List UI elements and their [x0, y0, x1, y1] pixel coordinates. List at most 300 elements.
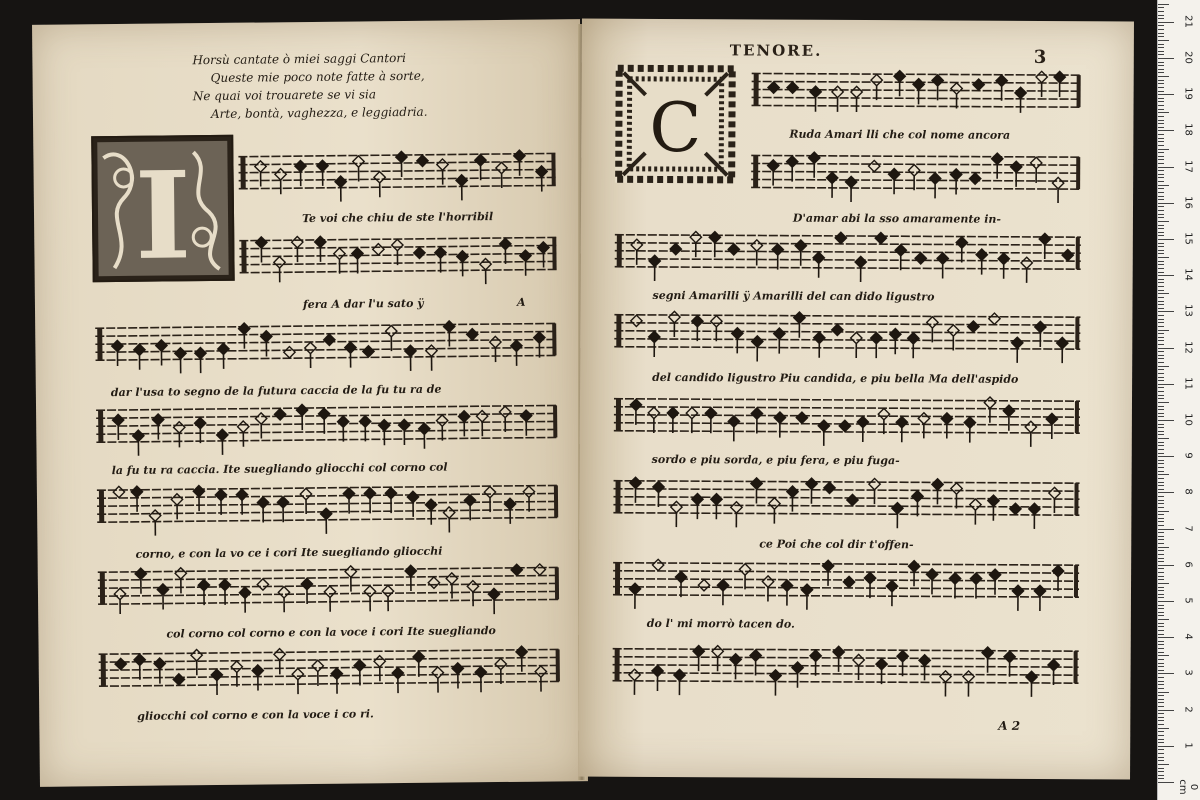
ruler-tick	[1158, 257, 1169, 258]
staff-line	[752, 73, 1082, 75]
ruler-label: 19	[1182, 87, 1194, 101]
note-mark	[730, 654, 741, 680]
note-mark	[274, 257, 286, 283]
staff-line	[95, 323, 557, 328]
note-mark	[536, 166, 548, 192]
note-mark	[839, 420, 850, 431]
ruler-tick	[1158, 152, 1164, 153]
note-mark	[511, 340, 523, 366]
clef-mark	[98, 410, 103, 442]
ruler-tick	[1158, 554, 1164, 555]
ruler-tick	[1158, 112, 1169, 113]
note-mark	[193, 485, 205, 511]
ruler-tick	[1158, 7, 1164, 8]
ruler-tick	[1158, 453, 1164, 454]
note-mark	[871, 332, 882, 358]
staff-line	[613, 513, 1079, 515]
staff-line	[96, 429, 558, 434]
ruler-tick	[1158, 203, 1174, 204]
ruler-tick	[1158, 742, 1164, 743]
note-mark	[732, 328, 743, 354]
ruler-tick	[1158, 688, 1164, 689]
note-mark	[667, 407, 678, 433]
custos-mark	[1076, 157, 1080, 189]
note-mark	[173, 674, 184, 685]
ruler-tick	[1158, 40, 1169, 41]
ruler-tick	[1158, 507, 1164, 508]
ruler-tick	[1158, 369, 1164, 370]
ruler-label: 5	[1182, 597, 1194, 604]
note-mark	[1010, 161, 1021, 187]
clef-mark	[615, 563, 620, 595]
note-mark	[949, 573, 960, 599]
custos-mark	[1077, 75, 1081, 107]
note-mark	[157, 584, 169, 610]
note-mark	[215, 489, 227, 515]
note-mark	[932, 75, 943, 101]
note-mark	[320, 508, 332, 534]
staff-line	[751, 171, 1081, 173]
ruler-label: 13	[1182, 304, 1194, 318]
ruler-tick	[1158, 543, 1164, 544]
note-mark	[432, 667, 444, 693]
staff-line	[614, 431, 1080, 433]
staff-left-2	[239, 231, 557, 278]
note-mark	[399, 419, 411, 445]
note-mark	[417, 155, 428, 166]
note-mark	[405, 565, 417, 591]
ruler-label: 8	[1182, 488, 1194, 496]
staff-line	[614, 399, 1080, 401]
ruler-tick	[1158, 340, 1164, 341]
note-mark	[534, 564, 545, 575]
ruler-tick	[1158, 764, 1169, 765]
note-mark	[257, 497, 269, 523]
ruler-tick	[1158, 344, 1164, 345]
staff-line	[752, 105, 1082, 107]
ruler-tick	[1158, 105, 1164, 106]
note-mark	[252, 665, 264, 691]
ruler-label: 12	[1182, 340, 1194, 354]
ruler-tick	[1158, 641, 1164, 642]
clef-mark	[615, 649, 620, 681]
ruler-tick	[1158, 673, 1174, 674]
ruler-tick	[1158, 536, 1164, 537]
ruler-tick	[1158, 663, 1164, 664]
ruler-tick	[1158, 101, 1164, 102]
note-mark	[890, 329, 901, 355]
ruler-tick	[1158, 130, 1174, 131]
note-mark	[818, 420, 829, 446]
ruler-label: 7	[1182, 524, 1194, 532]
note-mark	[705, 408, 716, 434]
ruler-tick	[1158, 478, 1164, 479]
note-mark	[772, 244, 783, 270]
staff-line	[98, 575, 560, 580]
ruler-tick	[1158, 471, 1164, 472]
ruler-tick	[1158, 717, 1164, 718]
poem-line-1: Horsù cantate ò miei saggi Cantori	[192, 50, 406, 68]
staff-line	[613, 587, 1079, 589]
ruler-label: 21	[1182, 14, 1194, 28]
note-mark	[864, 572, 875, 598]
note-mark	[970, 573, 981, 599]
note-mark	[195, 347, 207, 373]
ruler-tick	[1158, 170, 1164, 171]
ruler-tick	[1158, 677, 1164, 678]
note-mark	[435, 247, 447, 273]
note-mark	[496, 162, 508, 188]
ruler-tick	[1158, 384, 1174, 385]
note-mark	[648, 407, 659, 433]
note-mark	[135, 568, 147, 594]
note-mark	[1025, 421, 1036, 447]
ruler-tick	[1158, 33, 1164, 34]
ruler-tick	[1158, 720, 1164, 721]
ruler-tick	[1158, 623, 1164, 624]
ruler-tick	[1158, 757, 1164, 758]
ruler-tick	[1158, 188, 1164, 189]
clef-mark	[753, 155, 758, 187]
ruler-tick	[1158, 601, 1174, 602]
ruler-tick	[1158, 409, 1164, 410]
ruler-tick	[1158, 91, 1164, 92]
note-mark	[538, 242, 550, 268]
staff-line	[240, 261, 558, 264]
note-mark	[374, 172, 386, 198]
ruler-tick	[1158, 362, 1164, 363]
ruler-tick	[1158, 373, 1164, 374]
note-mark	[1054, 71, 1065, 97]
staff-line	[614, 481, 1080, 483]
ruler-tick	[1158, 120, 1164, 121]
ruler-tick	[1158, 706, 1164, 707]
ruler-tick	[1158, 221, 1169, 222]
note-mark	[301, 578, 313, 604]
note-mark	[908, 165, 919, 191]
ruler-tick	[1158, 163, 1164, 164]
staff-line	[96, 421, 558, 426]
note-mark	[969, 173, 980, 184]
left-page	[32, 19, 588, 787]
ruler-tick	[1158, 406, 1164, 407]
note-mark	[826, 172, 837, 198]
note-mark	[239, 587, 251, 613]
ruler-tick	[1158, 311, 1174, 312]
staff-line	[615, 251, 1081, 253]
note-mark	[131, 486, 143, 512]
ruler-tick	[1158, 286, 1164, 287]
note-mark	[675, 571, 686, 597]
note-mark	[516, 646, 528, 672]
ruler-tick	[1158, 156, 1164, 157]
staff-line	[752, 89, 1082, 91]
ruler-tick	[1158, 489, 1164, 490]
note-mark	[629, 669, 640, 695]
note-mark	[711, 316, 722, 342]
staff-line	[613, 595, 1079, 597]
part-header: TENORE.	[729, 41, 823, 60]
ruler-tick	[1158, 605, 1164, 606]
note-mark	[456, 175, 468, 201]
staff-left-4	[96, 399, 558, 448]
ruler-tick	[1158, 615, 1164, 616]
note-mark	[520, 410, 532, 436]
staff-line	[613, 497, 1079, 499]
ruler-tick	[1158, 525, 1164, 526]
staff-left-1	[238, 147, 556, 194]
custos-mark	[555, 567, 559, 599]
custos-mark	[553, 405, 557, 437]
ruler-tick	[1158, 228, 1164, 229]
lyric-line-5: corno, e con la vo ce i cori Ite suegliando gliocchi	[135, 544, 443, 561]
ruler-tick	[1158, 442, 1164, 443]
note-mark	[261, 331, 273, 357]
note-mark	[951, 483, 962, 509]
ruler-tick	[1158, 127, 1164, 128]
ruler-tick	[1158, 666, 1164, 667]
clef-mark	[240, 157, 245, 189]
ruler-tick	[1158, 18, 1164, 19]
ruler-label: 1	[1182, 742, 1194, 749]
ruler-tick	[1158, 529, 1174, 530]
note-mark	[428, 577, 439, 588]
ruler-tick	[1158, 503, 1164, 504]
note-mark	[114, 588, 126, 614]
note-mark	[407, 491, 419, 517]
note-mark	[231, 661, 243, 687]
note-mark	[382, 585, 394, 611]
note-mark	[194, 417, 206, 443]
note-mark	[152, 414, 164, 440]
note-mark	[488, 588, 500, 614]
ruler-tick	[1158, 778, 1164, 779]
clef-mark	[616, 399, 621, 431]
note-mark	[670, 243, 681, 254]
ruler-label: 16	[1182, 195, 1194, 209]
note-mark	[334, 248, 346, 274]
ruler-tick	[1158, 753, 1164, 754]
clef-mark	[615, 481, 620, 513]
staff-line	[613, 665, 1079, 667]
note-mark	[345, 342, 357, 368]
ruler-tick	[1158, 670, 1164, 671]
ruler-tick	[1158, 587, 1164, 588]
note-mark	[1015, 87, 1026, 113]
note-mark	[1012, 585, 1023, 611]
note-mark	[948, 325, 959, 351]
note-mark	[354, 660, 366, 686]
staff-line	[98, 599, 560, 604]
ruler-label: 10	[1182, 413, 1194, 426]
staff-line	[614, 323, 1080, 325]
ruler-tick	[1158, 514, 1164, 515]
ruler-tick	[1158, 728, 1169, 729]
ruler-label: 6	[1182, 561, 1194, 568]
note-mark	[458, 411, 470, 437]
ruler-tick	[1158, 652, 1164, 653]
note-mark	[514, 150, 526, 176]
ruler-tick	[1158, 594, 1164, 595]
ruler-tick	[1158, 398, 1164, 399]
ruler-tick	[1158, 608, 1164, 609]
note-mark	[649, 331, 660, 357]
ruler-tick	[1158, 261, 1164, 262]
ruler-tick	[1158, 275, 1174, 276]
lyric-line-4: la fu tu ra caccia. Ite suegliando gliocchi col corno col	[111, 460, 448, 478]
note-mark	[1035, 321, 1046, 347]
note-mark	[156, 340, 168, 366]
note-mark	[845, 176, 856, 202]
note-mark	[115, 658, 126, 669]
note-mark	[833, 646, 844, 672]
note-mark	[913, 79, 924, 105]
note-mark	[295, 160, 307, 186]
note-mark	[1062, 249, 1073, 260]
note-mark	[452, 663, 464, 689]
ruler-tick	[1158, 134, 1164, 135]
measurement-ruler	[1157, 0, 1200, 800]
ruler-tick	[1158, 377, 1164, 378]
ruler-tick	[1158, 637, 1174, 638]
ruler-tick	[1158, 145, 1164, 146]
staff-line	[613, 505, 1079, 507]
ruler-tick	[1158, 539, 1164, 540]
custos-mark	[1075, 401, 1079, 433]
staff-right-3	[615, 229, 1081, 275]
ruler-tick	[1158, 739, 1164, 740]
ruler-tick	[1158, 467, 1164, 468]
note-mark	[876, 658, 887, 684]
note-mark	[857, 416, 868, 442]
note-mark	[649, 255, 660, 281]
note-mark	[941, 413, 952, 439]
note-mark	[652, 665, 663, 691]
note-mark	[998, 253, 1009, 279]
note-mark	[950, 169, 961, 195]
ruler-tick	[1158, 116, 1164, 117]
ruler-tick	[1158, 746, 1174, 747]
custos-mark	[1074, 483, 1078, 515]
lyric-line-r3: segni Amarilli ÿ Amarilli del can dido ligustro	[652, 288, 935, 304]
ruler-tick	[1158, 612, 1164, 613]
ruler-tick	[1158, 98, 1164, 99]
staff-right-8	[612, 643, 1078, 689]
ruler-tick	[1158, 44, 1164, 45]
note-mark	[1012, 337, 1023, 363]
staff-line	[751, 187, 1081, 189]
staff-line	[613, 681, 1079, 683]
note-mark	[500, 238, 512, 264]
lyric-line-r6: ce Poi che col dir t'offen-	[759, 537, 914, 552]
note-mark	[752, 336, 763, 362]
lyric-line-7: gliocchi col corno e con la voce i co ri.	[137, 707, 374, 723]
ruler-tick	[1158, 337, 1164, 338]
ruler-tick	[1158, 768, 1164, 769]
ruler-tick	[1158, 463, 1164, 464]
note-mark	[991, 153, 1002, 179]
note-mark	[1004, 651, 1015, 677]
note-mark	[278, 587, 290, 613]
ruler-tick	[1158, 438, 1169, 439]
ruler-tick	[1158, 235, 1164, 236]
note-mark	[419, 423, 431, 449]
ruler-tick	[1158, 456, 1174, 457]
ruler-label: 2	[1182, 705, 1194, 713]
staff-line	[99, 657, 561, 662]
note-mark	[630, 477, 641, 503]
note-mark	[787, 82, 798, 93]
ruler-tick	[1158, 15, 1164, 16]
note-mark	[915, 253, 926, 264]
ruler-tick	[1158, 69, 1164, 70]
note-mark	[813, 252, 824, 278]
ruler-tick	[1158, 420, 1174, 421]
clef-mark	[100, 572, 105, 604]
ruler-tick	[1158, 62, 1164, 63]
ruler-tick	[1158, 518, 1164, 519]
ruler-tick	[1158, 315, 1164, 316]
note-mark	[631, 239, 642, 265]
ruler-tick	[1158, 597, 1164, 598]
note-mark	[396, 151, 408, 177]
ruler-tick	[1158, 330, 1169, 331]
ruler-tick	[1158, 253, 1164, 254]
note-mark	[919, 655, 930, 681]
note-mark	[274, 409, 285, 420]
ruler-tick	[1158, 424, 1164, 425]
note-mark	[457, 251, 469, 277]
ruler-tick	[1158, 558, 1164, 559]
staff-right-6	[613, 475, 1079, 521]
note-mark	[1052, 565, 1063, 591]
note-mark	[219, 579, 231, 605]
ruler-tick	[1158, 684, 1164, 685]
ruler-tick	[1158, 695, 1164, 696]
ruler-tick	[1158, 644, 1164, 645]
lyric-line-r5: sordo e piu sorda, e piu fera, e piu fuga-	[651, 452, 900, 468]
clef-mark	[241, 241, 246, 273]
ruler-tick	[1158, 326, 1164, 327]
note-mark	[674, 669, 685, 695]
staff-line	[96, 437, 558, 442]
ruler-tick	[1158, 395, 1164, 396]
note-mark	[929, 173, 940, 199]
note-mark	[908, 333, 919, 359]
ruler-tick	[1158, 749, 1164, 750]
staff-line	[99, 673, 561, 678]
note-mark	[855, 256, 866, 282]
ruler-tick	[1158, 366, 1169, 367]
note-mark	[750, 650, 761, 676]
ruler-tick	[1158, 268, 1164, 269]
staff-line	[239, 253, 557, 256]
note-mark	[824, 482, 835, 493]
note-mark	[198, 579, 210, 605]
note-mark	[275, 169, 287, 195]
staff-line	[239, 185, 557, 188]
lyric-line-r1: Ruda Amari lli che col nome ancora	[789, 127, 1011, 142]
note-mark	[996, 75, 1007, 101]
note-mark	[335, 176, 347, 202]
note-mark	[751, 478, 762, 504]
note-mark	[352, 248, 364, 274]
lyric-A: A	[516, 295, 526, 309]
ruler-tick	[1158, 181, 1164, 182]
ruler-tick	[1158, 87, 1164, 88]
note-mark	[499, 406, 511, 432]
ruler-tick	[1158, 196, 1164, 197]
